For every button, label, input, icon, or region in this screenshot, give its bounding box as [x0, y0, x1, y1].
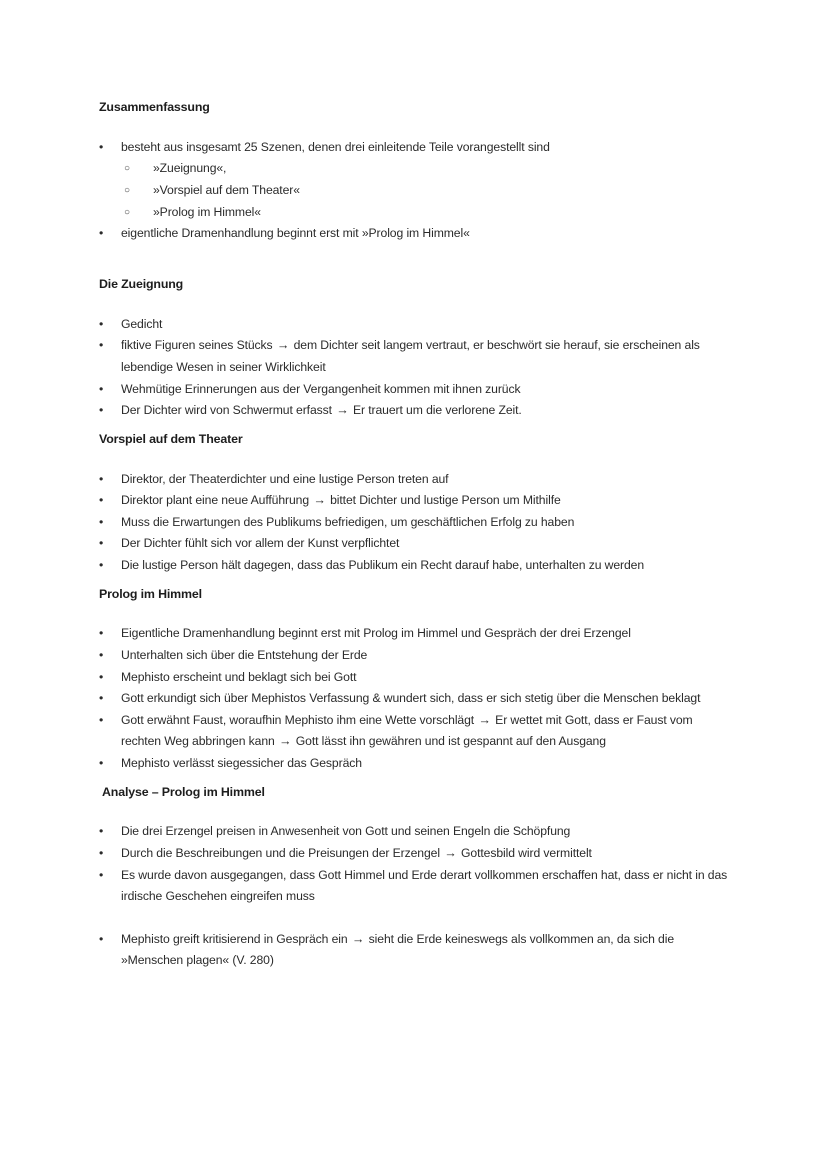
bullet-list — [99, 821, 733, 907]
arrow-icon: → — [444, 846, 457, 861]
bullet-list — [99, 314, 733, 422]
bullet-icon: • — [99, 471, 104, 486]
list-item — [99, 335, 733, 378]
section-zusammenfassung — [99, 100, 733, 245]
bullet-icon: • — [99, 755, 104, 770]
bullet-icon: • — [99, 514, 104, 529]
list-item-text: Mephisto erscheint und beklagt sich bei Gott — [121, 669, 357, 684]
list-item — [99, 843, 733, 865]
list-item-text: Die drei Erzengel preisen in Anwesenheit von Gott und seinen Engeln die Schöpfung — [121, 824, 571, 839]
list-item-text-cont: dem Dichter seit langem vertraut, er beschwört sie herauf, sie erscheinen als lebendige Wesen in seiner Wirklichkeit — [121, 338, 700, 374]
bullet-icon: • — [99, 316, 104, 331]
section-analyse-prolog-im-himmel — [99, 785, 733, 972]
list-item-text: Es wurde davon ausgegangen, dass Gott Himmel und Erde derart vollkommen erschaffen hat, dass er nicht in das irdische Geschehen eingreifen muss — [121, 867, 728, 904]
bullet-icon: • — [99, 139, 104, 154]
list-item-text: Muss die Erwartungen des Publikums befriedigen, um geschäftlichen Erfolg zu haben — [121, 514, 575, 529]
circle-bullet-icon: ○ — [124, 185, 130, 197]
sub-bullet-list — [99, 158, 733, 223]
list-item-text: Der Dichter fühlt sich vor allem der Kunst verpflichtet — [121, 536, 400, 551]
list-item-text: besteht aus insgesamt 25 Szenen, denen drei einleitende Teile vorangestellt sind — [121, 139, 550, 154]
list-item-text: Mephisto greift kritisierend in Gespräch ein — [121, 931, 351, 946]
list-item — [99, 490, 733, 512]
list-item-text: eigentliche Dramenhandlung beginnt erst mit »Prolog im Himmel« — [121, 226, 470, 241]
bullet-icon: • — [99, 338, 104, 353]
list-item — [99, 710, 733, 753]
list-item — [124, 202, 733, 224]
bullet-icon: • — [99, 931, 104, 946]
list-item-text: »Zueignung«, — [153, 161, 227, 176]
list-item — [99, 929, 733, 972]
list-item — [99, 821, 733, 843]
list-item — [99, 223, 733, 245]
list-item-text-cont: Gottesbild wird vermittelt — [457, 846, 592, 861]
section-heading: Prolog im Himmel — [99, 586, 202, 601]
list-item — [99, 400, 733, 422]
list-item-text: Mephisto verlässt siegessicher das Gespräch — [121, 755, 362, 770]
list-item-text: Wehmütige Erinnerungen aus der Vergangenheit kommen mit ihnen zurück — [121, 381, 521, 396]
bullet-icon: • — [99, 669, 104, 684]
list-item — [99, 137, 733, 159]
section-heading: Analyse – Prolog im Himmel — [102, 784, 265, 799]
list-item — [99, 469, 733, 491]
list-item — [99, 314, 733, 336]
list-item-text-cont2: Gott lässt ihn gewähren und ist gespannt auf den Ausgang — [292, 734, 606, 749]
list-item — [99, 623, 733, 645]
list-item — [99, 688, 733, 710]
circle-bullet-icon: ○ — [124, 206, 130, 218]
list-item-text-cont: sieht die Erde keineswegs als vollkommen an, da sich die »Menschen plagen« (V. 280) — [121, 931, 675, 968]
list-item-text: Gedicht — [121, 316, 163, 331]
list-item-text: Unterhalten sich über die Entstehung der Erde — [121, 648, 368, 662]
list-item — [124, 180, 733, 202]
bullet-icon: • — [99, 226, 104, 241]
list-item — [99, 512, 733, 534]
list-item — [99, 533, 733, 555]
list-item-text: Der Dichter wird von Schwermut erfasst — [121, 403, 336, 418]
arrow-icon: → — [478, 712, 491, 727]
section-heading: Vorspiel auf dem Theater — [99, 431, 243, 446]
bullet-icon: • — [99, 691, 104, 706]
section-die-zueignung — [99, 277, 733, 422]
bullet-icon: • — [99, 824, 104, 839]
bullet-icon: • — [99, 403, 104, 418]
list-item-text: »Prolog im Himmel« — [153, 204, 261, 219]
list-item — [99, 753, 733, 775]
list-item — [99, 667, 733, 689]
bullet-list — [99, 623, 733, 774]
bullet-icon: • — [99, 867, 104, 882]
circle-bullet-icon: ○ — [124, 163, 130, 175]
section-heading: Zusammenfassung — [99, 100, 210, 114]
bullet-list — [99, 469, 733, 577]
bullet-icon: • — [99, 536, 104, 551]
list-item-text: Durch die Beschreibungen und die Preisungen der Erzengel — [121, 846, 444, 861]
list-item-text: Gott erkundigt sich über Mephistos Verfassung & wundert sich, dass er sich stetig über die Menschen beklagt — [121, 691, 701, 706]
list-item-text: Die lustige Person hält dagegen, dass das Publikum ein Recht darauf habe, unterhalten zu werden — [121, 557, 645, 572]
arrow-icon: → — [336, 403, 349, 418]
document-body — [99, 100, 733, 972]
bullet-list — [99, 929, 733, 972]
list-item-text: Direktor, der Theaterdichter und eine lustige Person treten auf — [121, 471, 449, 486]
section-heading: Die Zueignung — [99, 276, 184, 291]
bullet-icon: • — [99, 846, 104, 861]
list-item-text: Gott erwähnt Faust, woraufhin Mephisto ihm eine Wette vorschlägt — [121, 712, 478, 727]
list-item — [99, 865, 733, 908]
list-item — [99, 555, 733, 577]
list-item-text: »Vorspiel auf dem Theater« — [153, 183, 300, 198]
list-item-text: fiktive Figuren seines Stücks — [121, 338, 276, 353]
list-item — [124, 158, 733, 180]
bullet-icon: • — [99, 557, 104, 572]
arrow-icon: → — [276, 338, 290, 353]
list-item-text-cont: bittet Dichter und lustige Person um Mithilfe — [326, 493, 561, 508]
arrow-icon: → — [351, 931, 365, 946]
list-item-text-cont: Er trauert um die verlorene Zeit. — [349, 403, 522, 418]
list-item — [99, 379, 733, 401]
arrow-icon: → — [278, 734, 292, 749]
arrow-icon: → — [313, 493, 326, 508]
bullet-icon: • — [99, 493, 104, 508]
bullet-icon: • — [99, 626, 104, 641]
bullet-icon: • — [99, 648, 104, 662]
bullet-list — [99, 223, 733, 245]
section-vorspiel-auf-dem-theater — [99, 432, 733, 577]
list-item-text: Eigentliche Dramenhandlung beginnt erst mit Prolog im Himmel und Gespräch der drei Erzengel — [121, 626, 631, 641]
bullet-icon: • — [99, 712, 104, 727]
bullet-icon: • — [99, 381, 104, 396]
list-item — [99, 645, 733, 667]
list-item-text-cont: Er wettet mit Gott, dass er Faust vom rechten Weg abbringen kann — [121, 712, 693, 749]
list-item-text: Direktor plant eine neue Aufführung — [121, 493, 313, 508]
section-prolog-im-himmel — [99, 587, 733, 775]
bullet-list — [99, 137, 733, 159]
